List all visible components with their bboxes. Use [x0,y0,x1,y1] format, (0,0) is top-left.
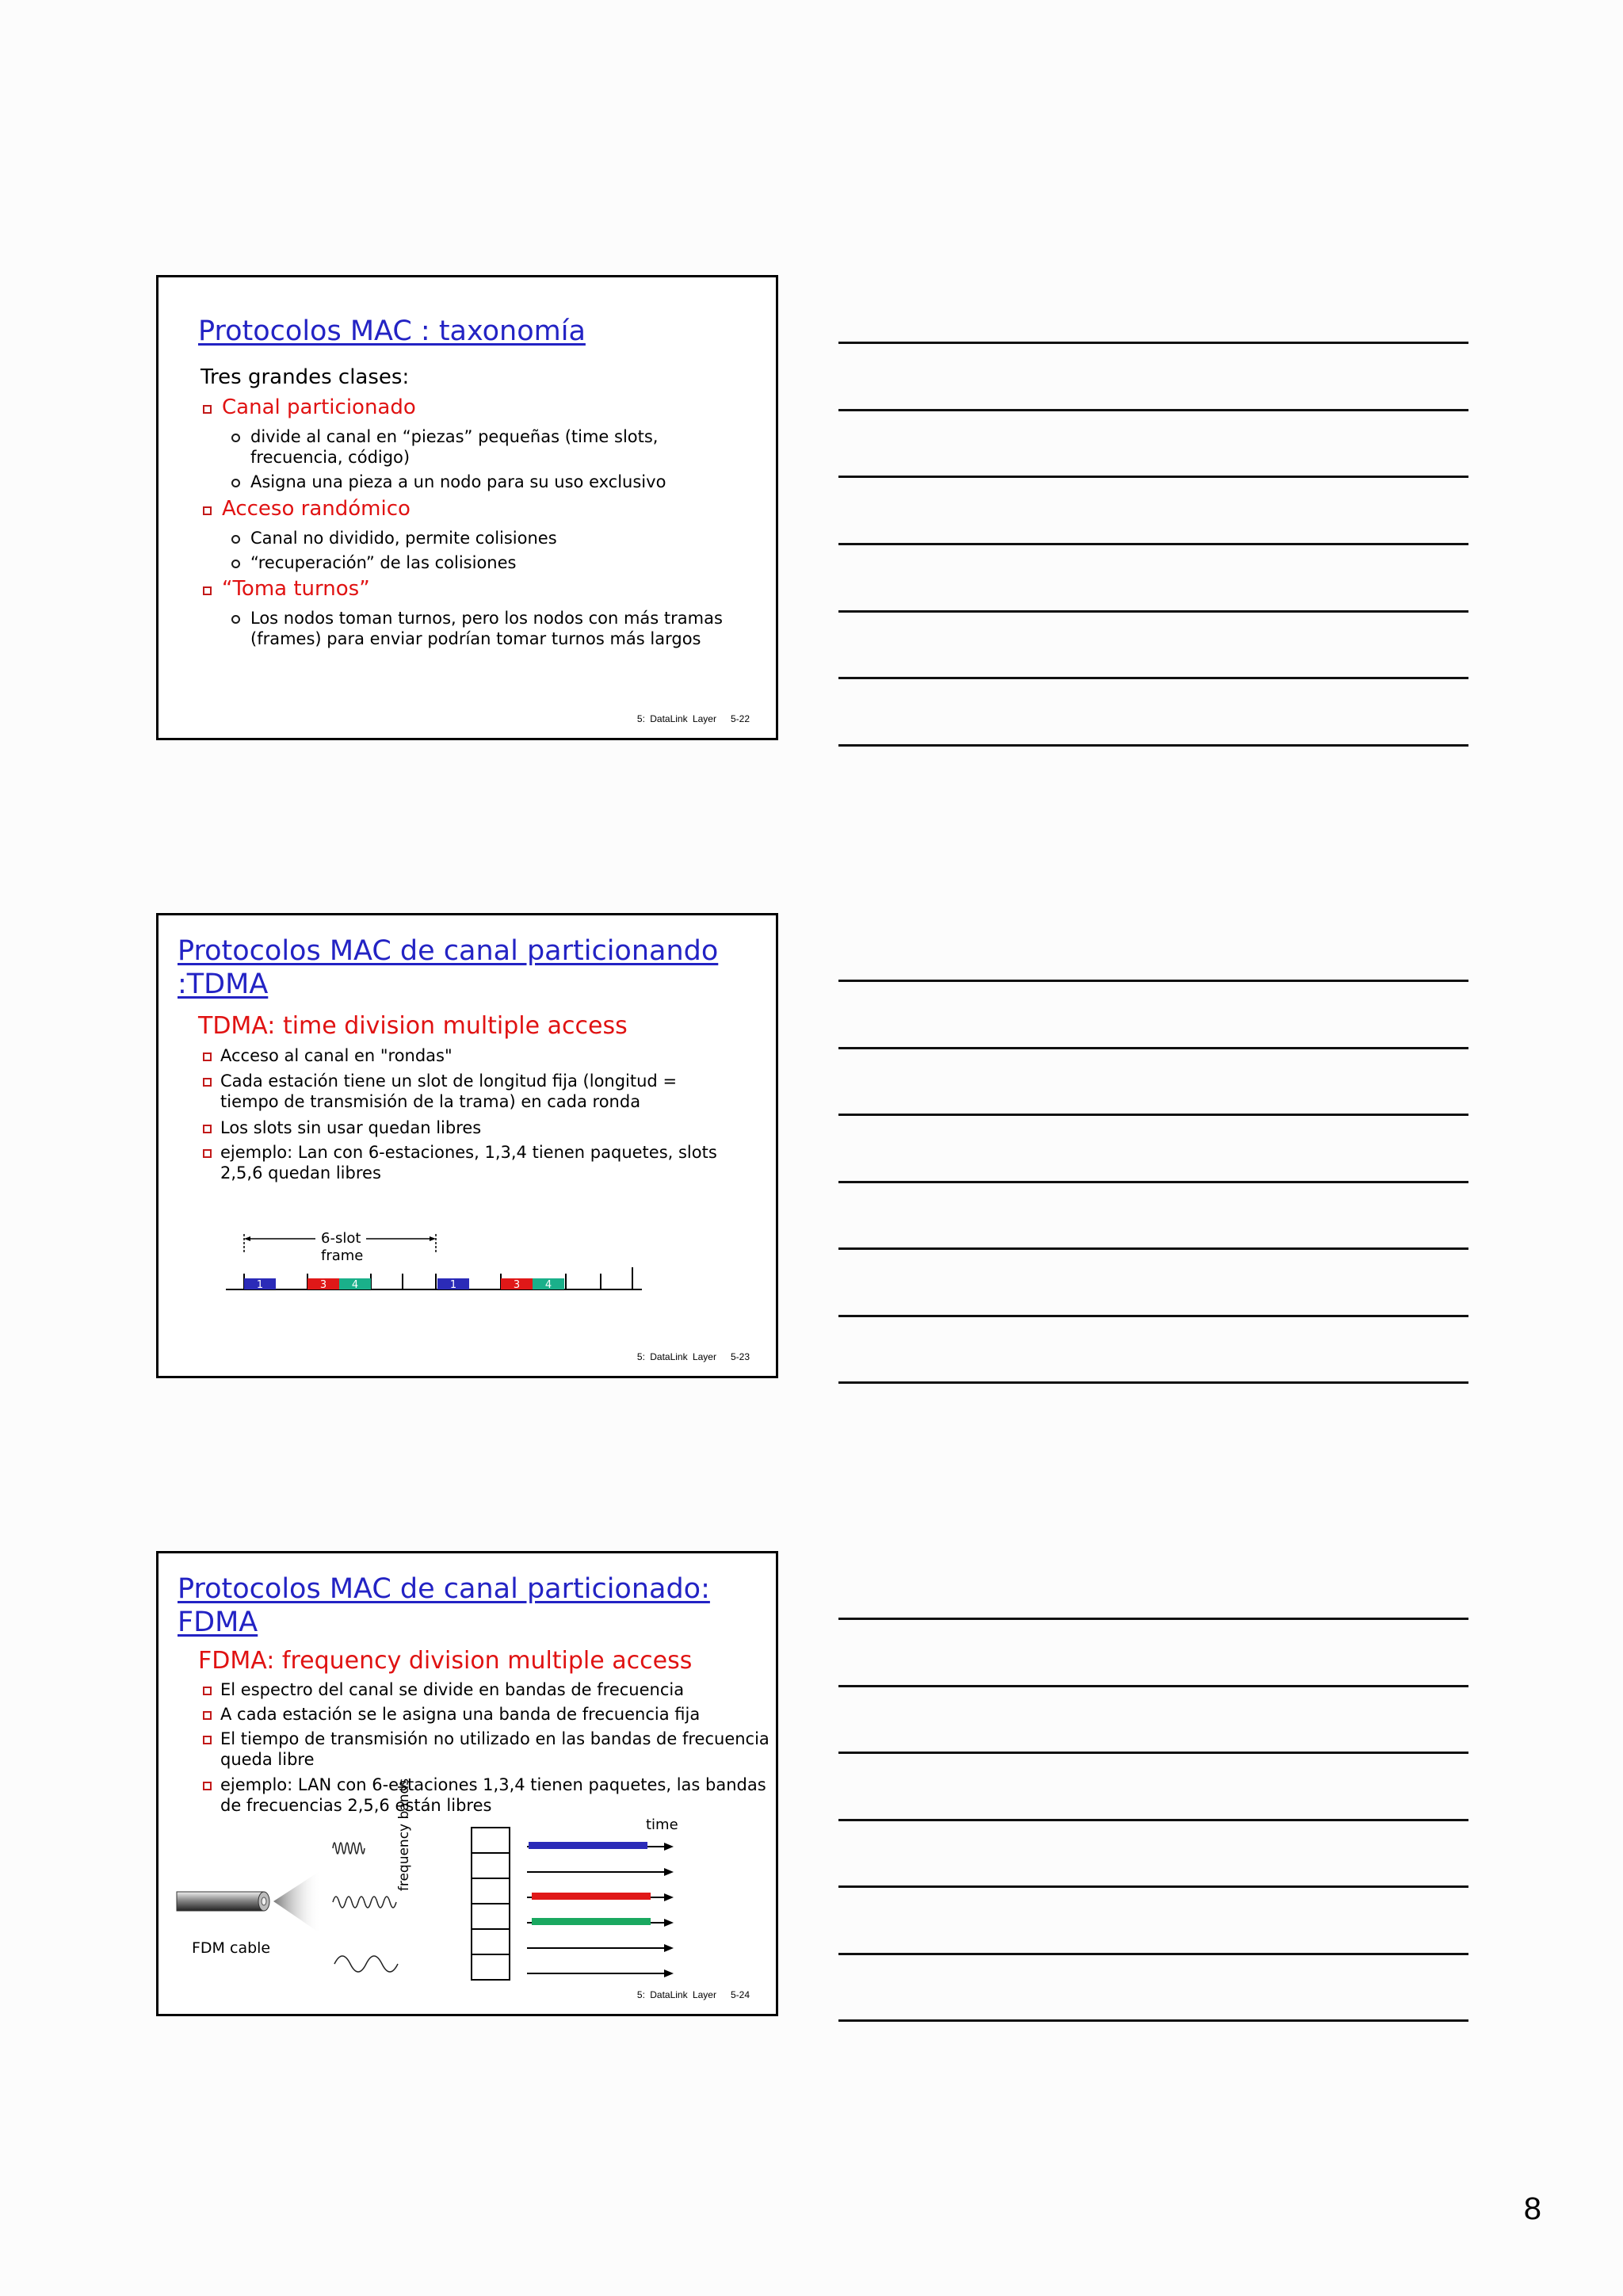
square-bullet-icon [203,586,212,595]
slot-label: 1 [256,1279,264,1291]
slide-subtitle: FDMA: frequency division multiple access [198,1647,693,1675]
note-line [838,1114,1468,1116]
bullet-text: 2,5,6 quedan libres [220,1163,381,1182]
note-line [838,1315,1468,1317]
slot-label: 3 [319,1279,327,1291]
mid-frequency-wave-icon [333,1897,396,1908]
square-bullet-icon [203,506,212,515]
circle-bullet-icon [231,560,240,568]
bullet-text: tiempo de transmisión de la trama) en cada ronda [220,1092,641,1111]
bullet-text: ejemplo: Lan con 6-estaciones, 1,3,4 tienen paquetes, slots [220,1143,717,1162]
slide-footer [623,1351,750,1362]
low-frequency-wave-icon [334,1956,398,1972]
frequency-axis-label: frequency bands [396,1778,412,1892]
slide-title-cont: FDMA [178,1606,258,1638]
circle-bullet-icon [231,434,240,442]
square-bullet-icon [203,405,212,414]
circle-bullet-icon [231,479,240,487]
square-bullet-icon [203,1149,212,1158]
class-item: (frames) para enviar podrían tomar turnos más largos [250,629,701,648]
slide-subtitle: TDMA: time division multiple access [198,1012,628,1040]
slide-taxonomia [156,275,778,740]
class-item: Asigna una pieza a un nodo para su uso exclusivo [250,472,666,491]
band-3 [532,1893,651,1900]
bullet-text: Acceso al canal en "rondas" [220,1046,453,1065]
note-line [838,476,1468,478]
note-line [838,610,1468,613]
frame-label: frame [321,1247,364,1264]
note-line [838,1618,1468,1620]
note-line [838,543,1468,545]
slide-title-cont: :TDMA [178,968,269,1000]
slide-number: 5-24 [730,1989,750,2000]
square-bullet-icon [203,1782,212,1790]
slide-title: Protocolos MAC de canal particionado: [178,1573,710,1605]
note-line [838,342,1468,344]
bullet-text: El tiempo de transmisión no utilizado en las bandas de frecuencia [220,1729,769,1748]
square-bullet-icon [203,1078,212,1087]
slide-number: 5-23 [730,1351,750,1362]
square-bullet-icon [203,1687,212,1695]
tdma-diagram [222,1232,666,1304]
slide-fdma [156,1551,778,2016]
footer-label: 5: DataLink Layer [636,713,716,724]
class-item: Canal no dividido, permite colisiones [250,529,557,548]
class-item: divide al canal en “piezas” pequeñas (time slots, [250,427,659,446]
square-bullet-icon [203,1711,212,1720]
slot-label: 1 [449,1279,457,1291]
square-bullet-icon [203,1125,212,1133]
frame-label: 6-slot [321,1230,361,1247]
note-line [838,1247,1468,1250]
footer-label: 5: DataLink Layer [636,1351,716,1362]
high-frequency-wave-icon [333,1843,365,1854]
bullet-text: El espectro del canal se divide en bandas de frecuencia [220,1680,685,1699]
class-item: “recuperación” de las colisiones [250,553,517,572]
circle-bullet-icon [231,615,240,624]
bullet-text: Cada estación tiene un slot de longitud fija (longitud = [220,1072,678,1091]
slot-label: 3 [513,1279,521,1291]
time-label: time [646,1817,678,1833]
class-label: “Toma turnos” [222,577,370,601]
note-line [838,1953,1468,1955]
circle-bullet-icon [231,535,240,544]
square-bullet-icon [203,1736,212,1744]
note-line [838,980,1468,982]
class-label: Acceso randómico [222,497,411,521]
slide-tdma [156,913,778,1378]
note-line [838,1181,1468,1183]
bullet-text: ejemplo: LAN con 6-estaciones 1,3,4 tienen paquetes, las bandas [220,1775,766,1794]
cable-label: FDM cable [192,1939,271,1957]
note-line [838,677,1468,679]
note-line [838,1885,1468,1888]
class-item: Los nodos toman turnos, pero los nodos con más tramas [250,609,723,628]
slide-footer [623,1989,750,2000]
slide-footer [623,713,750,724]
slide-intro: Tres grandes clases: [200,365,410,389]
note-line [838,1752,1468,1754]
class-item: frecuencia, código) [250,448,411,467]
fdma-diagram [174,1823,697,1993]
bullet-text: de frecuencias 2,5,6 están libres [220,1796,492,1815]
slot-label: 4 [544,1279,552,1291]
fdm-cable-icon [177,1892,264,1911]
footer-label: 5: DataLink Layer [636,1989,716,2000]
bullet-text: queda libre [220,1750,315,1769]
note-line [838,1381,1468,1384]
note-line [838,1819,1468,1821]
band-4 [532,1918,651,1925]
slide-title: Protocolos MAC : taxonomía [198,315,586,347]
slot-label: 4 [351,1279,359,1291]
bullet-text: A cada estación se le asigna una banda de frecuencia fija [220,1705,701,1724]
slide-number: 5-22 [730,713,750,724]
note-line [838,1685,1468,1687]
note-line [838,409,1468,411]
page-number: 8 [1523,2191,1541,2226]
note-line [838,1047,1468,1049]
square-bullet-icon [203,1052,212,1061]
band-1 [529,1842,647,1849]
note-line [838,744,1468,747]
slide-title: Protocolos MAC de canal particionando [178,935,719,967]
bullet-text: Los slots sin usar quedan libres [220,1118,482,1137]
class-label: Canal particionado [222,395,416,419]
note-line [838,2019,1468,2022]
